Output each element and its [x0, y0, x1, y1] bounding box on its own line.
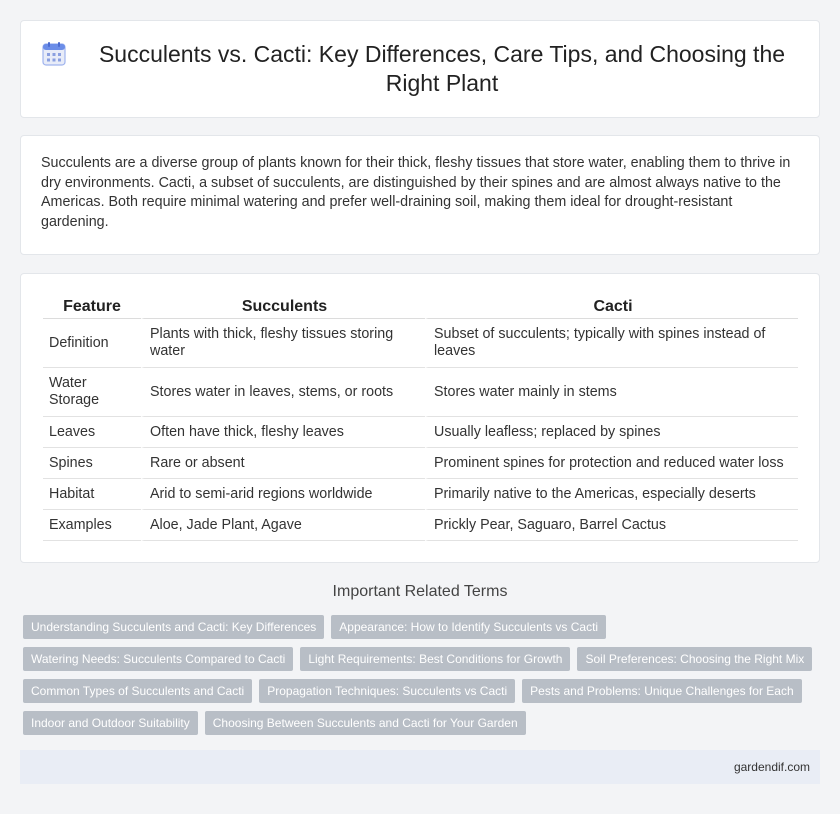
- table-cell: Examples: [43, 510, 141, 541]
- table-cell: Leaves: [43, 417, 141, 448]
- related-tag[interactable]: Pests and Problems: Unique Challenges for Each: [522, 679, 801, 703]
- table-cell: Stores water in leaves, stems, or roots: [141, 368, 425, 417]
- table-cell: Prickly Pear, Saguaro, Barrel Cactus: [425, 510, 798, 541]
- related-tag[interactable]: Soil Preferences: Choosing the Right Mix: [577, 647, 812, 671]
- footer-site-link[interactable]: gardendif.com: [733, 760, 810, 774]
- table-cell: Prominent spines for protection and reduced water loss: [425, 448, 798, 479]
- table-cell: Usually leafless; replaced by spines: [425, 417, 798, 448]
- table-cell: Water Storage: [43, 368, 141, 417]
- header-cacti: Cacti: [425, 296, 798, 319]
- table-cell: Aloe, Jade Plant, Agave: [141, 510, 425, 541]
- intro-text: Succulents are a diverse group of plants known for their thick, fleshy tissues that store water, enabling them to thrive in dry environments. Cacti, a subset of succulents, are distinguished by their spines and are almost always native to the Americas. Both require minimal watering and prefer well-draining soil, making them ideal for drought-resistant gardening.: [41, 155, 791, 230]
- calendar-icon: [41, 41, 67, 67]
- related-tag[interactable]: Common Types of Succulents and Cacti: [23, 679, 252, 703]
- related-terms-title: Important Related Terms: [332, 583, 508, 600]
- table-cell: Definition: [43, 319, 141, 368]
- table-cell: Habitat: [43, 479, 141, 510]
- table-cell: Spines: [43, 448, 141, 479]
- related-tag[interactable]: Light Requirements: Best Conditions for Growth: [300, 647, 570, 671]
- table-cell: Arid to semi-arid regions worldwide: [141, 479, 425, 510]
- table-row: [43, 319, 798, 368]
- table-cell: Plants with thick, fleshy tissues storing water: [141, 319, 425, 368]
- related-tag[interactable]: Understanding Succulents and Cacti: Key Differences: [23, 615, 324, 639]
- page-title: Succulents vs. Cacti: Key Differences, Care Tips, and Choosing the Right Plant: [98, 41, 786, 96]
- table-row: [43, 448, 798, 479]
- table-row: [43, 417, 798, 448]
- header-card: [20, 20, 820, 118]
- intro-card: [20, 135, 820, 255]
- footer: [20, 750, 820, 784]
- header-feature: Feature: [43, 296, 141, 319]
- related-tag[interactable]: Watering Needs: Succulents Compared to Cacti: [23, 647, 293, 671]
- related-terms-list: [23, 615, 823, 743]
- table-header-row: [43, 296, 798, 319]
- table-cell: Rare or absent: [141, 448, 425, 479]
- table-cell: Subset of succulents; typically with spines instead of leaves: [425, 319, 798, 368]
- table-cell: Often have thick, fleshy leaves: [141, 417, 425, 448]
- header-succulents: Succulents: [141, 296, 425, 319]
- related-tag[interactable]: Indoor and Outdoor Suitability: [23, 711, 198, 735]
- table-row: [43, 510, 798, 541]
- table-row: [43, 368, 798, 417]
- table-cell: Stores water mainly in stems: [425, 368, 798, 417]
- comparison-table: [43, 296, 798, 541]
- related-tag[interactable]: Choosing Between Succulents and Cacti for Your Garden: [205, 711, 526, 735]
- related-tag[interactable]: Appearance: How to Identify Succulents vs Cacti: [331, 615, 606, 639]
- related-tag[interactable]: Propagation Techniques: Succulents vs Cacti: [259, 679, 515, 703]
- table-row: [43, 479, 798, 510]
- table-cell: Primarily native to the Americas, especially deserts: [425, 479, 798, 510]
- comparison-table-card: [20, 273, 820, 563]
